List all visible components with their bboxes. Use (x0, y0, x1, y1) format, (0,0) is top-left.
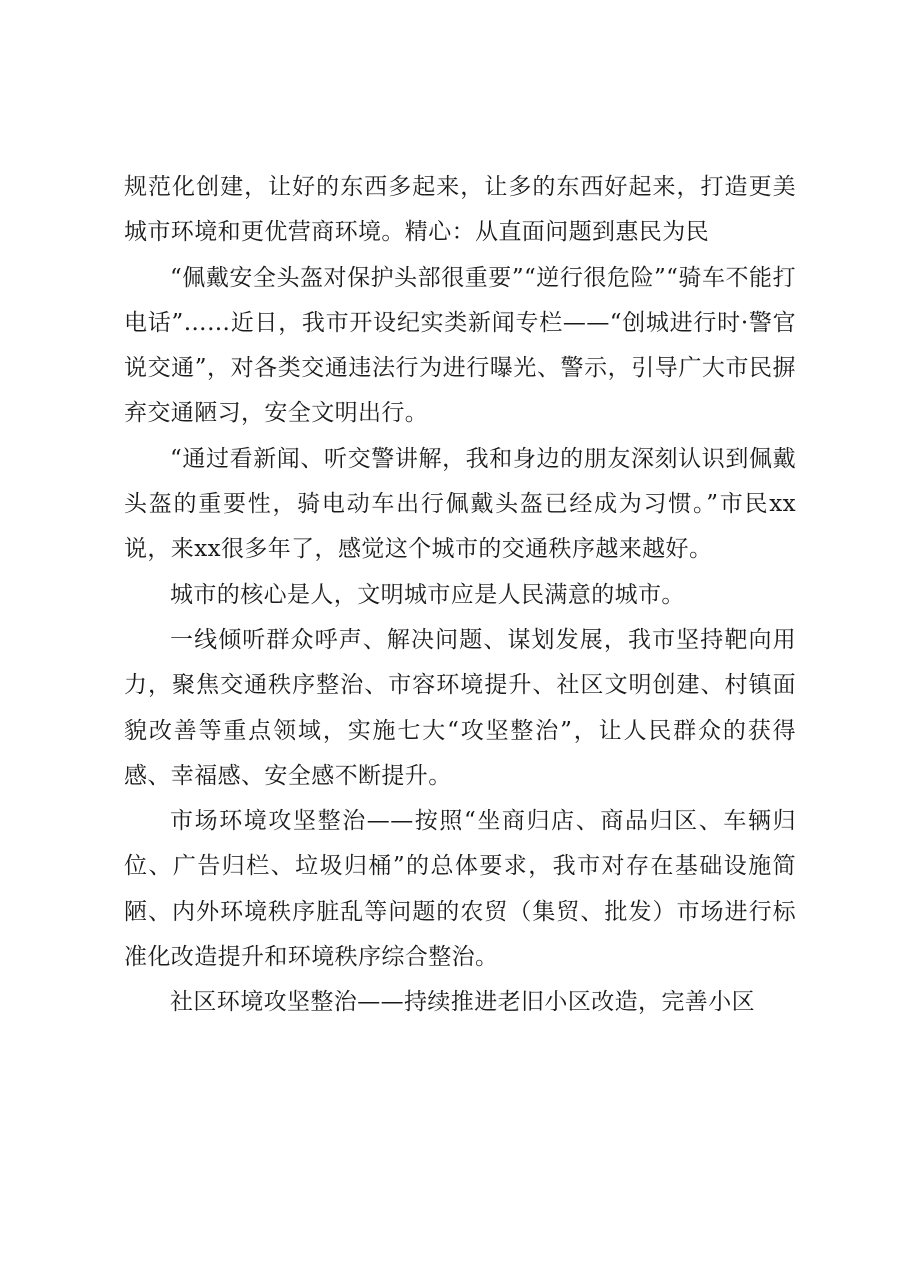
body-text (124, 165, 796, 1026)
paragraph-6: 市场环境攻坚整治——按照“坐商归店、商品归区、车辆归位、广告归栏、垃圾归桶”的总体要求，我市对存在基础设施简陋、内外环境秩序脏乱等问题的农贸（集贸、批发）市场进行标准化改造提升和环境秩序综合整治。 (124, 808, 796, 971)
paragraph-1: 规范化创建，让好的东西多起来，让多的东西好起来，打造更美城市环境和更优营商环境。精心：从直面问题到惠民为民 (124, 174, 796, 246)
paragraph-3: “通过看新闻、听交警讲解，我和身边的朋友深刻认识到佩戴头盔的重要性，骑电动车出行佩戴头盔已经成为习惯。”市民xx说，来xx很多年了，感觉这个城市的交通秩序越来越好。 (124, 445, 796, 563)
paragraph-5: 一线倾听群众呼声、解决问题、谋划发展，我市坚持靶向用力，聚焦交通秩序整治、市容环境提升、社区文明创建、村镇面貌改善等重点领域，实施七大“攻坚整治”，让人民群众的获得感、幸福感、安全感不断提升。 (124, 626, 796, 789)
paragraph-7: 社区环境攻坚整治——持续推进老旧小区改造，完善小区 (170, 989, 755, 1016)
paragraph-2: “佩戴安全头盔对保护头部很重要”“逆行很危险”“骑车不能打电话”……近日，我市开设纪实类新闻专栏——“创城进行时·警官说交通”，对各类交通违法行为进行曝光、警示，引导广大市民摒弃交通陋习，安全文明出行。 (124, 264, 796, 427)
paragraph-4: 城市的核心是人，文明城市应是人民满意的城市。 (170, 581, 685, 608)
